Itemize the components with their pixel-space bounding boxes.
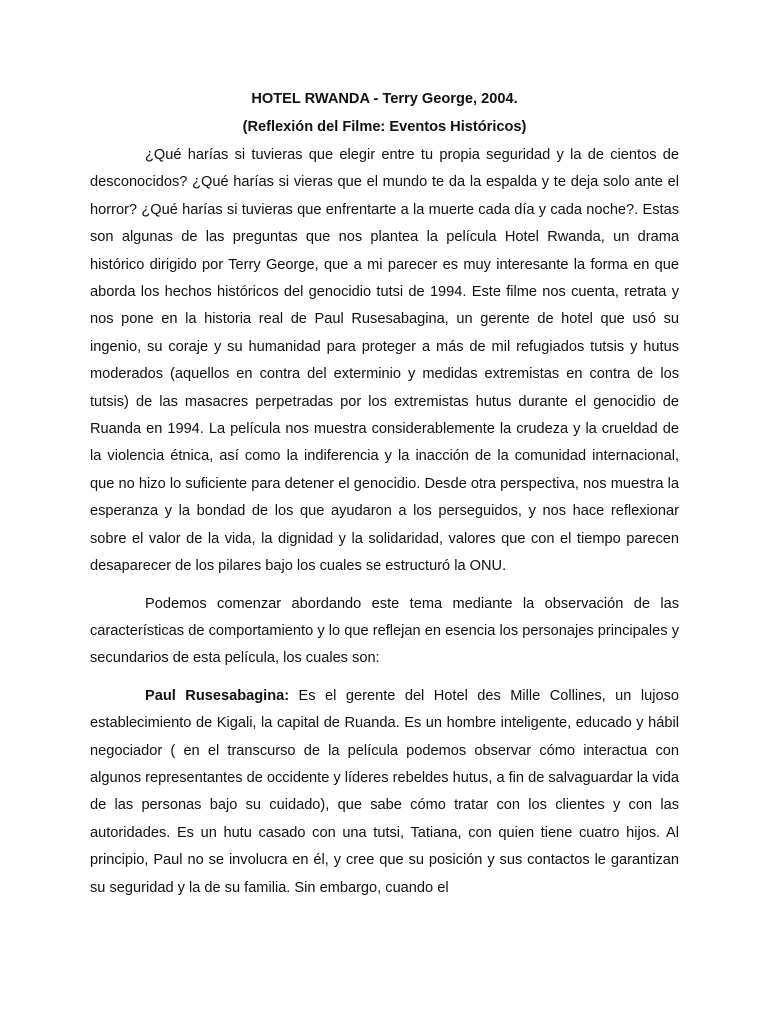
paragraph-intro: ¿Qué harías si tuvieras que elegir entre tu propia seguridad y la de cientos de desconocidos? ¿Qué harías si vieras que el mundo te da la espalda y te deja solo ante el horror? ¿Qué harías si tuvieras que enfrentarte a la muerte cada día y cada noche?. Estas son algunas de las preguntas que nos plantea la película Hotel Rwanda, un drama histórico dirigido por Terry George, que a mi parecer es muy interesante la forma en que aborda los hechos históricos del genocidio tutsi de 1994. Este filme nos cuenta, retrata y nos pone en la historia real de Paul Rusesabagina, un gerente de hotel que usó su ingenio, su coraje y su humanidad para proteger a más de mil refugiados tutsis y hutus moderados (aquellos en contra del exterminio y medidas extremistas en contra de los tutsis) de las masacres perpetradas por los extremistas hutus durante el genocidio de Ruanda en 1994. La película nos muestra considerablemente la crudeza y la crueldad de la violencia étnica, así como la indiferencia y la inacción de la comunidad internacional, que no hizo lo suficiente para detener el genocidio. Desde otra perspectiva, nos muestra la esperanza y la bondad de los que ayudaron a los perseguidos, y nos hace reflexionar sobre el valor de la vida, la dignidad y la solidaridad, valores que con el tiempo parecen desaparecer de los pilares bajo los cuales se estructuró la ONU. bbox=[90, 147, 679, 575]
document-title: HOTEL RWANDA - Terry George, 2004. bbox=[251, 91, 518, 107]
paragraph-paul-rusesabagina bbox=[90, 683, 679, 902]
character-name-paul: Paul Rusesabagina: bbox=[145, 687, 290, 704]
document-page bbox=[90, 90, 679, 902]
paragraph-paul-text: Es el gerente del Hotel des Mille Collines, un lujoso establecimiento de Kigali, la capital de Ruanda. Es un hombre inteligente, educado y hábil negociador ( en el transcurso de la película podemos observar cómo interactua con algunos representantes de occidente y líderes rebeldes hutus, a fin de salvaguardar la vida de las personas bajo su cuidado), que sabe cómo tratar con los clientes y con las autoridades. Es un hutu casado con una tutsi, Tatiana, con quien tiene cuatro hijos. Al principio, Paul no se involucra en él, y cree que su posición y sus contactos le garantizan su seguridad y la de su familia. Sin embargo, cuando el bbox=[90, 687, 679, 896]
paragraph-characters-intro: Podemos comenzar abordando este tema mediante la observación de las características de comportamiento y lo que reflejan en esencia los personajes principales y secundarios de esta película, los cuales son: bbox=[90, 595, 679, 667]
document-subtitle: (Reflexión del Filme: Eventos Históricos) bbox=[242, 119, 527, 135]
